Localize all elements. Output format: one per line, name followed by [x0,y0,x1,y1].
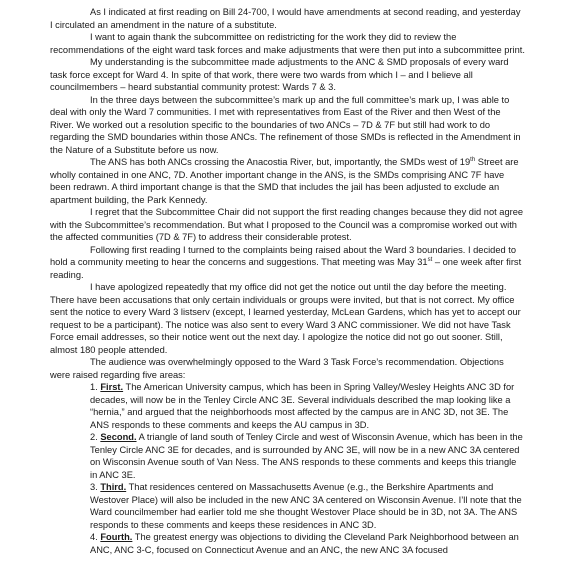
item-lead: Third. [100,482,127,492]
ordinal-suffix: st [427,256,433,263]
paragraph: As I indicated at first reading on Bill 24-700, I would have amendments at second reading, and yesterday I circulated an amendment in the nature of a substitute. [50,7,521,30]
item-number: 3. [90,482,98,492]
list-item [50,431,525,481]
item-text: That residences centered on Massachusetts Avenue (e.g., the Berkshire Apartments and Westover Place) will also be included in the new ANC 3A centered on Wisconsin Avenue. I’ll note that the Ward councilmember had earlier told me she thought Westover Place should be in 3D, not 3A. The ANS responds to these comments and keeps these residences in ANC 3D. [90,482,522,530]
item-lead: Second. [100,432,137,442]
paragraph [50,244,525,282]
paragraph-text: – one week after first reading. [50,257,522,280]
paragraph-text: Following first reading I turned to the complaints being raised about the Ward 3 boundaries. I decided to hold a community meeting to hear the concerns and suggestions. That meeting was May 31 [50,244,517,267]
paragraph: I have apologized repeatedly that my office did not get the notice out until the day before the meeting. There have been accusations that only certain individuals or groups were invited, but that is not correct. My office sent the notice to every Ward 3 listserv (except, I learned yesterday, McLean Gardens, which has yet to accept our request to be a participant). The notice was also sent to every Ward 3 ANC commissioner. We did not have Task Force email addresses, so their notice went out the next day. I apologize the notice did not go out sooner. Still, almost 180 people attended. [50,282,521,355]
paragraph [50,156,525,206]
paragraph: I regret that the Subcommittee Chair did not support the first reading changes because they did not agree with the Subcommittee’s recommendation. But what I proposed to the Council was a compromise worked out with the affected communities (7D & 7F) to address their considerable protest. [50,207,524,242]
item-number: 1. [90,382,98,392]
paragraph: The audience was overwhelmingly opposed to the Ward 3 Task Force’s recommendation. Objections were raised regarding five areas: [50,357,504,380]
paragraph-text: Street are wholly contained in one ANC, 7D. Another important change in the ANS, is the SMDs comprising ANC 7F have been redrawn. A third important change is that the SMD that includes the jail has been adjusted to exclude an apartment building, the Park Kennedy. [50,157,519,205]
ordinal-suffix: th [470,156,476,163]
item-text: A triangle of land south of Tenley Circle and west of Wisconsin Avenue, which has been in the Tenley Circle ANC 3E for decades, and is surrounded by ANC 3E, will now be in a new ANC 3A centered on Wisconsin Avenue south of Van Ness. The ANS responds to these comments and keeps this triangle in ANC 3E. [90,432,523,480]
list-item [50,481,525,531]
item-lead: First. [100,382,124,392]
item-lead: Fourth. [100,532,133,542]
item-text: The greatest energy was objections to dividing the Cleveland Park Neighborhood between an ANC, ANC 3-C, focused on Connecticut Avenue and an ANC, the new ANC 3A focused [90,532,519,555]
list-item [50,531,525,556]
paragraph: In the three days between the subcommittee’s mark up and the full committee’s mark up, I was able to deal with only the Ward 7 communities. I met with representatives from East of the River and then West of the River. We worked out a resolution specific to the boundaries of two ANCs – 7D & 7F but still had work to do regarding the SMD boundaries within those ANCs. The refinement of those SMDs is reflected in the Amendment in the Nature of a Substitute before us now. [50,94,521,155]
paragraph: I want to again thank the subcommittee on redistricting for the work they did to review the recommendations of the eight ward task forces and make adjustments that were then put into a subcommittee print. [50,32,525,55]
list-item [50,381,525,431]
item-number: 2. [90,432,98,442]
item-number: 4. [90,532,98,542]
paragraph: My understanding is the subcommittee made adjustments to the ANC & SMD proposals of every ward task force except for Ward 4. In spite of that work, there were two wards from which I – and I believe all councilmembers – heard substantial community protest: Wards 7 & 3. [50,57,509,92]
document-page [50,6,525,556]
paragraph-text: The ANS has both ANCs crossing the Anacostia River, but, importantly, the SMDs west of 19 [90,157,471,167]
item-text: The American University campus, which has been in Spring Valley/Wesley Heights ANC 3D for decades, will now be in the Tenley Circle ANC 3E. Several individuals described the map looking like a “hernia,” and argued that the neighborhoods most affected by the campus are in ANC 3D, not 3E. The ANS responds to these comments and keeps the AU campus in 3D. [90,382,515,430]
